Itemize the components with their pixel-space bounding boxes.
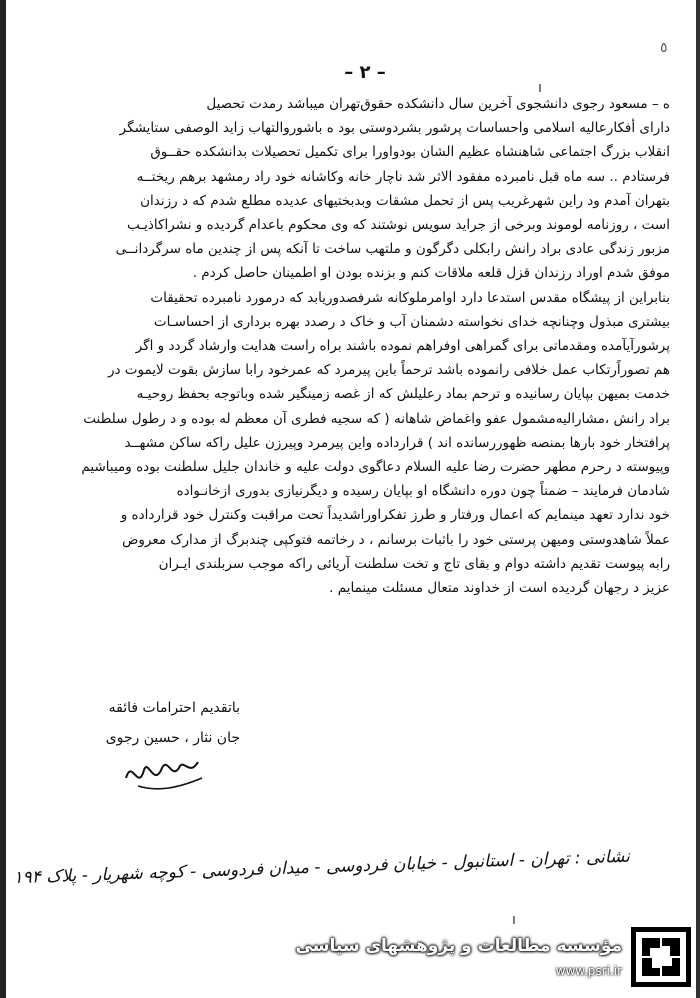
organization-url: www.psri.ir xyxy=(555,964,622,978)
paragraph-1 xyxy=(40,92,670,286)
text-line: بیشتری مبذول وچنانچه خدای نخواسته دشمنان آب و خاک د رصدد بهره برداری از احساسـات xyxy=(153,313,670,330)
margin-tick: ı xyxy=(512,912,516,928)
text-line: دارای أفکارعالیه اسلامی واحساسات پرشور بشردوستی بود ه باشوروالتهاب زاید الوصفی ستایشگر xyxy=(119,120,670,137)
text-line: وپیوسته د رحرم مطهر حضرت رضا علیه السلام دعاگوی دولت علیه و خاندان جلیل سلطنت بوده ومیباشیم xyxy=(81,459,670,476)
margin-tick: ı xyxy=(538,80,542,96)
text-line: پرافتخار خود بارها بمنصه ظهوررسانده اند ) قرارداده واین پیرمرد وپیرزن علیل راکه ساکن مشهــد xyxy=(124,434,670,451)
watermark-footer xyxy=(0,912,700,998)
paragraph-2 xyxy=(40,286,670,601)
text-line: شادمان فرمایند – ضمناً چون دوره دانشگاه او بپایان رسیده و دیگرنیازی بدوری ازخانـواده xyxy=(176,483,670,500)
closing-signer: جان نثار ، حسین رجوی xyxy=(105,730,240,746)
text-line: مزبور زندگی عادی براد رانش رابکلی دگرگون و ملتهب ساخت تا آنکه پس از چندین ماه سرگردانــی xyxy=(115,241,670,258)
text-line: انقلاب بزرگ اجتماعی شاهنشاه عظیم الشان بودواورا برای تکمیل تحصیلات بدانشکده حقــوق xyxy=(150,144,670,161)
text-line: ه – مسعود رجوی دانشجوی آخرین سال دانشکده حقوق‌تهران میباشد رمدت تحصیل xyxy=(206,96,670,112)
letter-body xyxy=(40,92,670,600)
closing-respect: باتقدیم احترامات فائقه xyxy=(108,700,240,716)
text-line: بنابراین از پیشگاه مقدس استدعا دارد اوامرملوکانه شرفصدوریابد که درمورد نامبرده تحقیقات xyxy=(150,289,670,306)
text-line: عملاً شاهدوستی ومیهن پرستی خود را باثبات برسانم ، د رخاتمه فتوکپی چندبرگ از مدارک معروض xyxy=(122,531,670,548)
text-line: خدمت بمیهن بپایان رسانیده و ترحم بماد رعلیلش که از غصه زمینگیر شده وباتوجه بحفظ روحیـه xyxy=(136,386,670,403)
text-line: پرشورآیآمده ومقدماتی برای گمراهی اوفراهم نموده باشند براه راست هدایت وارشاد گردد و اگر xyxy=(135,338,670,355)
text-line: هم تصوراًرتکاب عمل خلافی رانموده باشد ترحماً باین پیرمرد که عمرخود رابا سازش بقوت لایموت در xyxy=(107,362,670,379)
handwritten-signature xyxy=(118,748,208,794)
organization-name: مؤسسه مطالعات و پژوهشهای سیاسی xyxy=(295,936,622,956)
text-line: رابه پیوست تقدیم داشته دوام و بقای تاج و تخت سلطنت آریائی راکه موجب سربلندی ایـران xyxy=(158,555,670,572)
page-number: – ۲ – xyxy=(344,62,386,83)
scan-edge-right xyxy=(696,0,700,998)
address-line: نشانی : تهران - استانبول - خیابان فردوسی - میدان فردوسی - کوچه شهریار - پلاک ۱۹۴ xyxy=(13,846,631,889)
scan-edge-left xyxy=(0,0,6,998)
organization-logo-icon xyxy=(630,926,692,988)
text-line: براد رانش ،مشارالیه‌مشمول عفو واغماض شاهانه ( که سجیه فطری آن معظم له بوده و د رطول سلطنت xyxy=(83,410,670,427)
text-line: است ، روزنامه لوموند وبرخی از جراید سویس نوشتند که وی محکوم باعدام گردیده و نشراکاذیـب xyxy=(126,217,670,234)
corner-mark: ٥ xyxy=(660,40,668,56)
text-line: خود ندارد تعهد مینمایم که اعمال ورفتار و طرز تفکراوراشدیداً تحت مراقبت وکنترل خود قرارداده و xyxy=(120,507,670,524)
text-line: فرستادم .. سه ماه قبل نامبرده مفقود الاثر شد ناچار خانه وکاشانه خود راد رمشهد برهم ریختــه xyxy=(136,168,670,185)
text-line: عزیز د رجهان گردیده است از خداوند متعال مسئلت مینمایم . xyxy=(329,580,670,597)
text-line: موفق شدم اوراد رزندان قزل قلعه ملاقات کنم و بزنده بودن او اطمینان حاصل کردم . xyxy=(192,265,670,282)
text-line: بتهران آمدم ود راین شهرغریب پس از تحمل مشقات وبدبختیهای عدیده مطلع شدم که د رزندان xyxy=(140,192,670,209)
